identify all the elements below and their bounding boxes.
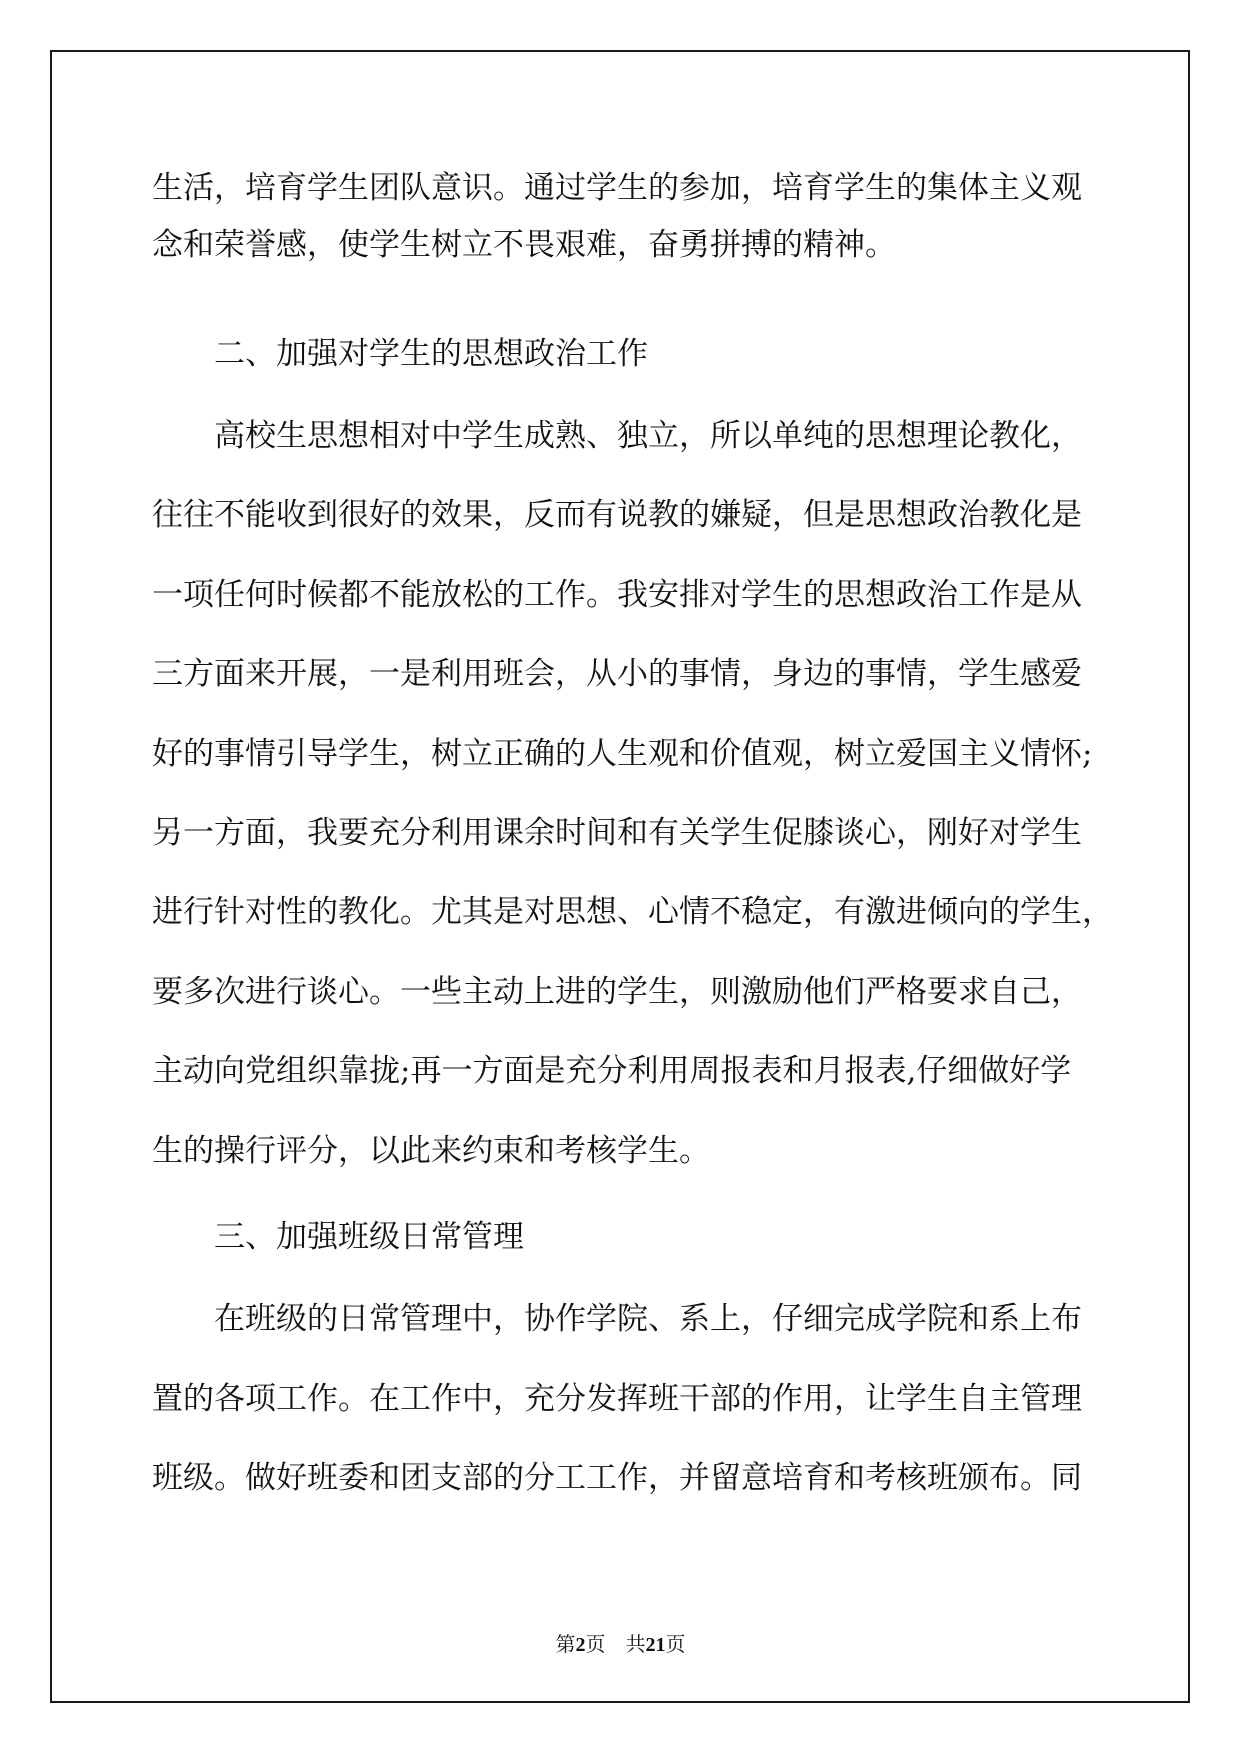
page-total: 21 <box>645 1634 666 1656</box>
page-prefix: 第 <box>555 1634 576 1656</box>
text-line: 进行针对性的教化。尤其是对思想、心情不稳定，有激进倾向的学生， <box>152 894 1113 930</box>
text-line: 生活，培育学生团队意识。通过学生的参加，培育学生的集体主义观 <box>152 170 1082 206</box>
page-current: 2 <box>575 1634 586 1656</box>
total-unit: 页 <box>665 1634 686 1656</box>
text-line: 另一方面，我要充分利用课余时间和有关学生促膝谈心，刚好对学生 <box>152 815 1082 851</box>
total-prefix: 共 <box>625 1634 646 1656</box>
text-line: 生的操行评分，以此来约束和考核学生。 <box>152 1133 710 1169</box>
text-line: 在班级的日常管理中，协作学院、系上，仔细完成学院和系上布 <box>214 1301 1082 1337</box>
page-border <box>50 50 1190 1703</box>
text-line: 要多次进行谈心。一些主动上进的学生，则激励他们严格要求自己， <box>152 974 1082 1010</box>
text-line: 班级。做好班委和团支部的分工工作，并留意培育和考核班颁布。同 <box>152 1460 1082 1496</box>
text-line: 主动向党组织靠拢;再一方面是充分利用周报表和月报表,仔细做好学 <box>152 1053 1072 1089</box>
text-line: 置的各项工作。在工作中，充分发挥班干部的作用，让学生自主管理 <box>152 1381 1082 1417</box>
text-line: 三方面来开展，一是利用班会，从小的事情，身边的事情，学生感爱 <box>152 656 1082 692</box>
text-line: 一项任何时候都不能放松的工作。我安排对学生的思想政治工作是从 <box>152 577 1082 613</box>
page-unit: 页 <box>585 1634 606 1656</box>
section-heading: 三、加强班级日常管理 <box>214 1219 524 1255</box>
page-footer <box>0 1628 1241 1657</box>
text-line: 往往不能收到很好的效果，反而有说教的嫌疑，但是思想政治教化是 <box>152 497 1082 533</box>
text-line: 高校生思想相对中学生成熟、独立，所以单纯的思想理论教化， <box>214 418 1082 454</box>
text-line: 好的事情引导学生，树立正确的人生观和价值观，树立爱国主义情怀; <box>152 736 1093 772</box>
section-heading: 二、加强对学生的思想政治工作 <box>214 336 648 372</box>
text-line: 念和荣誉感，使学生树立不畏艰难，奋勇拼搏的精神。 <box>152 227 896 263</box>
